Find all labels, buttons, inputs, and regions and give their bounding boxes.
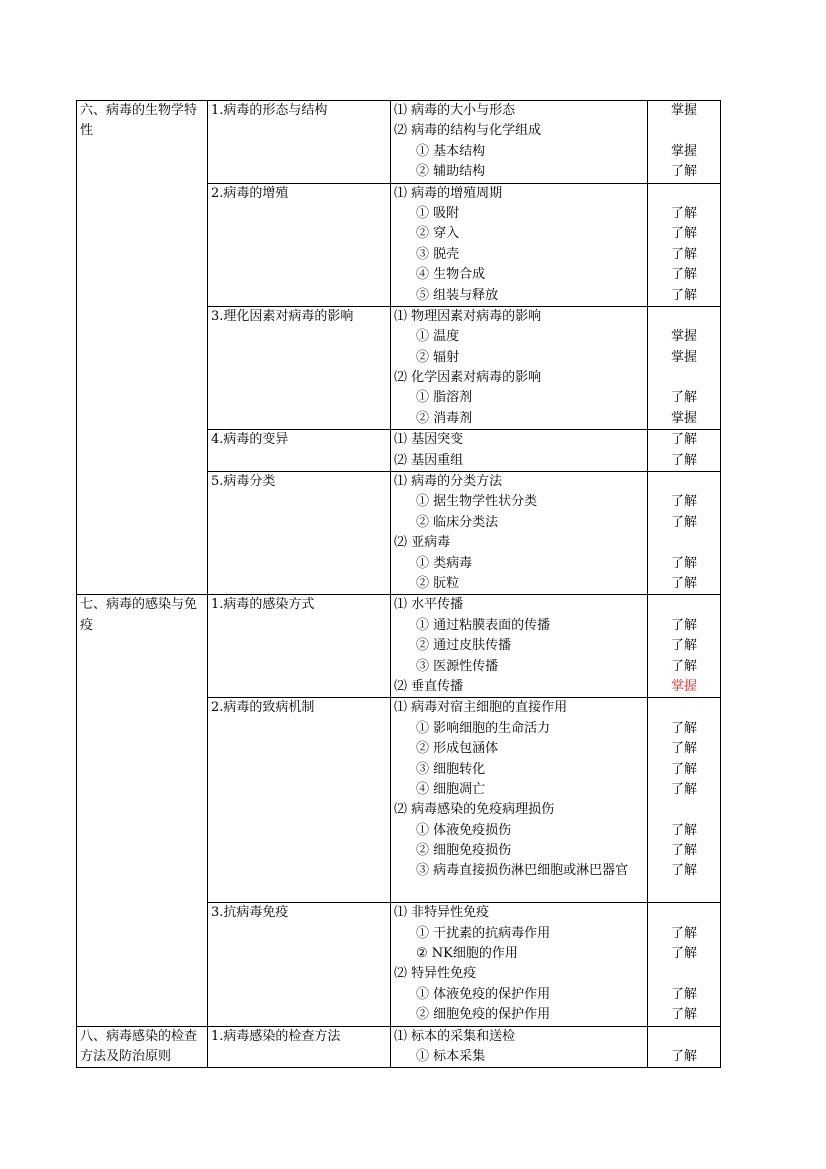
requirement-level bbox=[651, 121, 717, 141]
knowledge-points-cell bbox=[391, 472, 648, 595]
knowledge-point: ⑴ 非特异性免疫 bbox=[394, 905, 490, 921]
requirement-level bbox=[651, 472, 717, 492]
requirement-level: 了解 bbox=[670, 246, 697, 262]
knowledge-point: ④ 细胞凋亡 bbox=[416, 781, 486, 797]
knowledge-point: ② 形成包涵体 bbox=[416, 741, 499, 757]
knowledge-point: ⑵ 特异性免疫 bbox=[394, 966, 477, 982]
requirement-level: 了解 bbox=[670, 843, 697, 859]
requirement-level: 了解 bbox=[670, 658, 697, 674]
knowledge-point: ⑴ 水平传播 bbox=[394, 597, 464, 613]
requirement-level: 了解 bbox=[670, 638, 697, 654]
requirement-level: 了解 bbox=[670, 986, 697, 1002]
knowledge-point: ⑴ 基因突变 bbox=[394, 432, 464, 448]
requirement-level: 掌握 bbox=[670, 103, 697, 118]
requirement-level bbox=[651, 698, 717, 718]
topic-title-cell: 5.病毒分类 bbox=[208, 472, 391, 595]
knowledge-points-cell bbox=[391, 1026, 648, 1068]
knowledge-point: ⑵ 垂直传播 bbox=[394, 678, 464, 694]
requirement-level bbox=[651, 368, 717, 388]
requirement-level-cell bbox=[648, 1026, 721, 1068]
knowledge-point: ⑵ 病毒感染的免疫病理损伤 bbox=[394, 802, 555, 818]
requirement-level bbox=[651, 533, 717, 553]
requirement-level: 了解 bbox=[670, 226, 697, 242]
requirement-level: 了解 bbox=[670, 720, 697, 736]
knowledge-points-cell bbox=[391, 306, 648, 429]
knowledge-point: ① 影响细胞的生命活力 bbox=[416, 720, 551, 736]
requirement-level: 了解 bbox=[670, 822, 697, 838]
knowledge-point: ② NK细胞的作用 bbox=[416, 946, 518, 962]
topic-title-cell: 2.病毒的致病机制 bbox=[208, 698, 391, 903]
requirement-level bbox=[651, 800, 717, 820]
requirement-level-cell bbox=[648, 430, 721, 472]
topic-title-cell: 4.病毒的变异 bbox=[208, 430, 391, 472]
knowledge-points-cell bbox=[391, 183, 648, 306]
requirement-level: 了解 bbox=[670, 432, 697, 448]
knowledge-point: ⑵ 化学因素对病毒的影响 bbox=[394, 370, 542, 386]
requirement-level-cell bbox=[648, 306, 721, 429]
requirement-level: 了解 bbox=[670, 514, 697, 530]
table-row bbox=[77, 101, 721, 184]
requirement-level: 了解 bbox=[670, 1048, 697, 1064]
knowledge-point: ③ 脱壳 bbox=[416, 246, 460, 262]
knowledge-point: ⑵ 基因重组 bbox=[394, 452, 464, 468]
requirement-level-cell bbox=[648, 472, 721, 595]
topic-title-cell: 1.病毒的感染方式 bbox=[208, 595, 391, 698]
syllabus-table-body bbox=[77, 101, 721, 1068]
knowledge-point: ⑴ 病毒的增殖周期 bbox=[394, 185, 503, 201]
requirement-level: 了解 bbox=[670, 741, 697, 757]
topic-title-cell: 1.病毒的形态与结构 bbox=[208, 101, 391, 184]
requirement-level-cell bbox=[648, 183, 721, 306]
requirement-level: 了解 bbox=[670, 287, 697, 303]
knowledge-point: ① 温度 bbox=[416, 329, 460, 345]
knowledge-point: ② 消毒剂 bbox=[416, 410, 473, 426]
knowledge-point: ② 细胞免疫损伤 bbox=[416, 843, 512, 859]
requirement-level: 掌握 bbox=[670, 329, 697, 345]
knowledge-point: ⑵ 病毒的结构与化学组成 bbox=[394, 123, 542, 139]
requirement-level bbox=[651, 1027, 717, 1047]
knowledge-point: ⑤ 组装与释放 bbox=[416, 287, 499, 303]
unit-title-cell: 八、病毒感染的检查方法及防治原则 bbox=[77, 1026, 208, 1068]
requirement-level: 了解 bbox=[670, 575, 697, 591]
requirement-level: 了解 bbox=[670, 452, 697, 468]
knowledge-point: ② 细胞免疫的保护作用 bbox=[416, 1007, 551, 1023]
knowledge-points-cell bbox=[391, 903, 648, 1026]
knowledge-point: ⑵ 亚病毒 bbox=[394, 535, 451, 551]
requirement-level-cell bbox=[648, 595, 721, 698]
unit-title-cell: 七、病毒的感染与免疫 bbox=[77, 595, 208, 1026]
knowledge-point: ① 体液免疫损伤 bbox=[416, 822, 512, 838]
knowledge-point: ① 据生物学性状分类 bbox=[416, 494, 538, 510]
requirement-level: 了解 bbox=[670, 555, 697, 571]
requirement-level-cell bbox=[648, 698, 721, 903]
requirement-level: 掌握 bbox=[670, 678, 697, 694]
knowledge-points-cell bbox=[391, 101, 648, 184]
requirement-level bbox=[651, 307, 717, 327]
requirement-level bbox=[651, 964, 717, 984]
knowledge-point: ② 朊粒 bbox=[416, 575, 460, 591]
requirement-level bbox=[651, 184, 717, 204]
knowledge-point: ① 干扰素的抗病毒作用 bbox=[416, 925, 551, 941]
knowledge-point: ① 标本采集 bbox=[416, 1048, 486, 1064]
knowledge-point: ⑴ 病毒对宿主细胞的直接作用 bbox=[394, 700, 568, 716]
topic-title-cell: 3.理化因素对病毒的影响 bbox=[208, 306, 391, 429]
requirement-level: 了解 bbox=[670, 863, 697, 879]
topic-title-cell: 1.病毒感染的检查方法 bbox=[208, 1026, 391, 1068]
knowledge-point: ② 辐射 bbox=[416, 349, 460, 365]
requirement-level: 了解 bbox=[670, 164, 697, 180]
unit-title-cell: 六、病毒的生物学特性 bbox=[77, 101, 208, 595]
topic-title-cell: 2.病毒的增殖 bbox=[208, 183, 391, 306]
requirement-level: 了解 bbox=[670, 925, 697, 941]
knowledge-points-cell bbox=[391, 698, 648, 903]
knowledge-point: ② 辅助结构 bbox=[416, 164, 486, 180]
knowledge-point: ⑴ 标本的采集和送检 bbox=[394, 1028, 516, 1044]
requirement-level: 掌握 bbox=[670, 349, 697, 365]
requirement-level-cell bbox=[648, 101, 721, 184]
requirement-level: 了解 bbox=[670, 205, 697, 221]
requirement-level: 了解 bbox=[670, 1007, 697, 1023]
requirement-level: 了解 bbox=[670, 390, 697, 406]
knowledge-point: ③ 病毒直接损伤淋巴细胞或淋巴器官 bbox=[416, 863, 629, 879]
knowledge-point: ② 穿入 bbox=[416, 226, 460, 242]
requirement-level: 了解 bbox=[670, 494, 697, 510]
knowledge-points-cell bbox=[391, 430, 648, 472]
knowledge-point: ① 脂溶剂 bbox=[416, 390, 473, 406]
knowledge-point: ① 体液免疫的保护作用 bbox=[416, 986, 551, 1002]
requirement-level: 了解 bbox=[670, 946, 697, 962]
requirement-level: 掌握 bbox=[670, 410, 697, 426]
knowledge-point: ④ 生物合成 bbox=[416, 267, 486, 283]
knowledge-point: ③ 细胞转化 bbox=[416, 761, 486, 777]
knowledge-point: ⑴ 物理因素对病毒的影响 bbox=[394, 308, 542, 324]
requirement-level bbox=[651, 903, 717, 923]
knowledge-point: ⑴ 病毒的分类方法 bbox=[394, 474, 503, 490]
knowledge-point: ② 临床分类法 bbox=[416, 514, 499, 530]
requirement-level: 了解 bbox=[670, 267, 697, 283]
table-row bbox=[77, 1026, 721, 1068]
table-row bbox=[77, 595, 721, 698]
knowledge-point: ① 通过粘膜表面的传播 bbox=[416, 617, 551, 633]
requirement-level: 了解 bbox=[670, 617, 697, 633]
knowledge-points-cell bbox=[391, 595, 648, 698]
knowledge-point: ③ 医源性传播 bbox=[416, 658, 499, 674]
topic-title-cell: 3.抗病毒免疫 bbox=[208, 903, 391, 1026]
knowledge-point: ① 基本结构 bbox=[416, 143, 486, 159]
requirement-level-cell bbox=[648, 903, 721, 1026]
requirement-level: 了解 bbox=[670, 781, 697, 797]
knowledge-point: ① 吸附 bbox=[416, 205, 460, 221]
knowledge-point: ⑴ 病毒的大小与形态 bbox=[394, 103, 516, 118]
syllabus-table bbox=[76, 100, 721, 1068]
requirement-level bbox=[651, 595, 717, 615]
requirement-level: 了解 bbox=[670, 761, 697, 777]
knowledge-point: ② 通过皮肤传播 bbox=[416, 638, 512, 654]
knowledge-point: ① 类病毒 bbox=[416, 555, 473, 571]
requirement-level: 掌握 bbox=[670, 143, 697, 159]
